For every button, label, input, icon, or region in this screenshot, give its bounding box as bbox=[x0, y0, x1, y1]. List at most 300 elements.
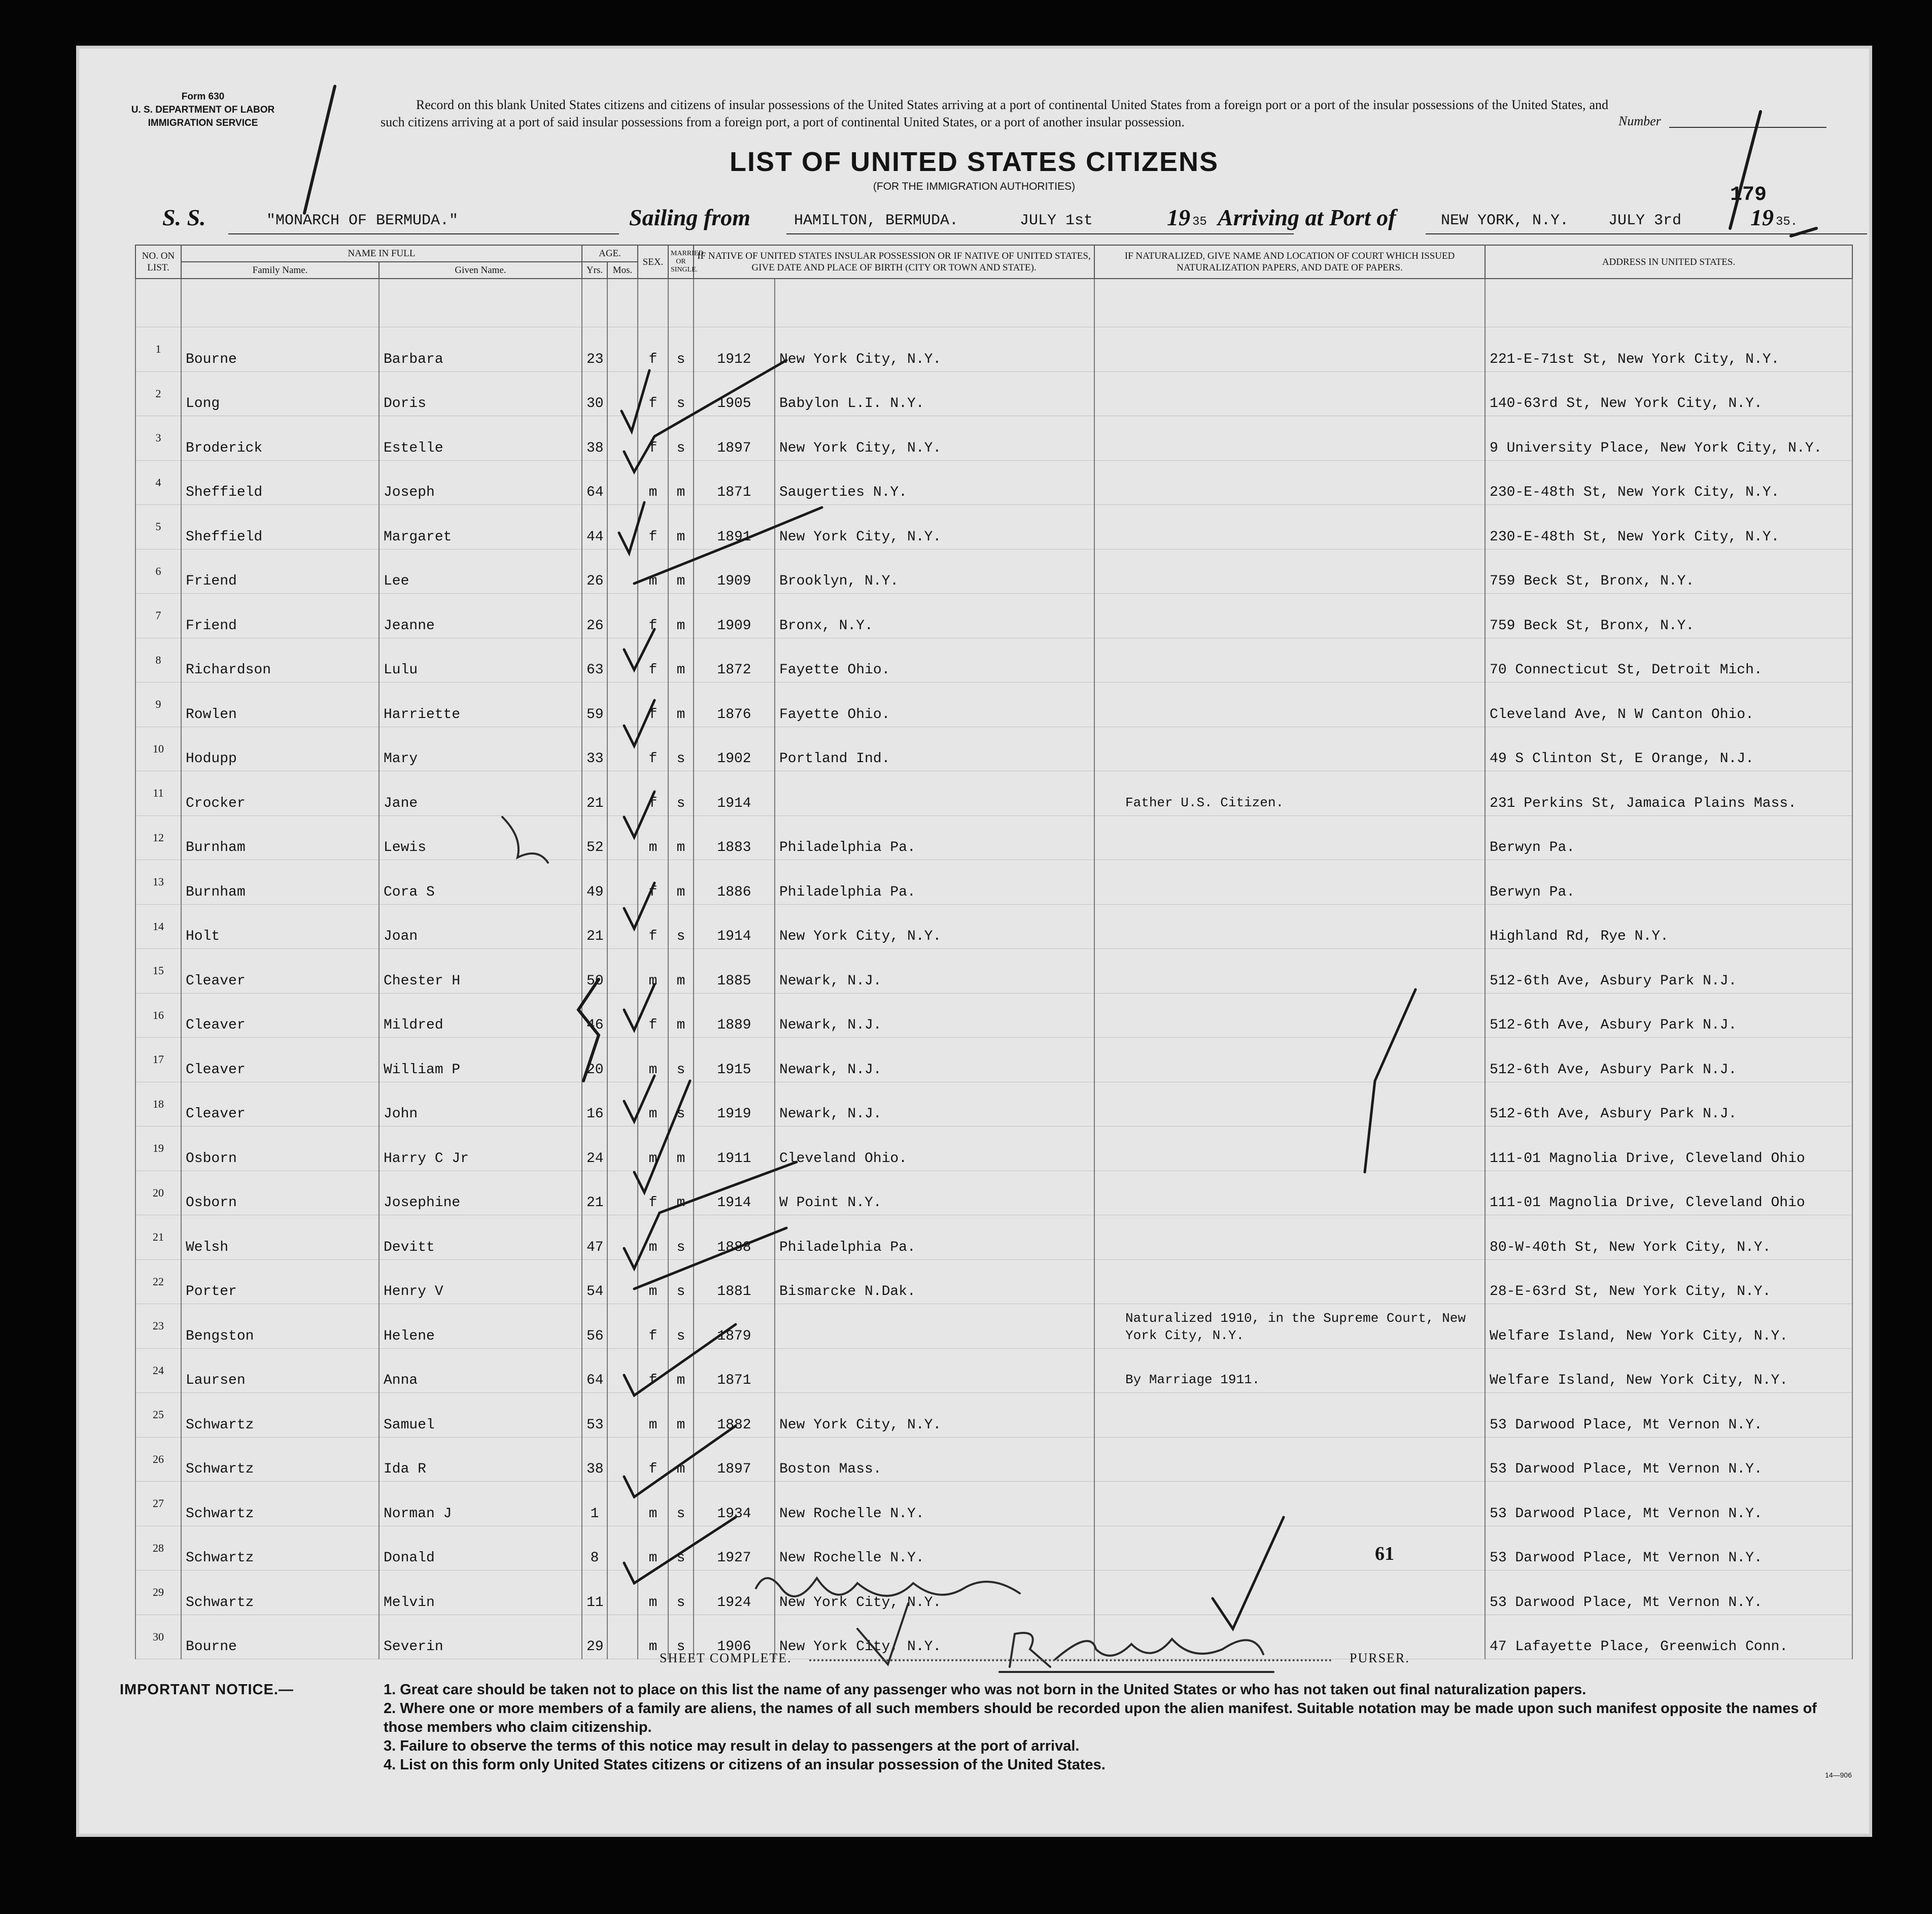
family-name: Burnham bbox=[181, 860, 379, 905]
given-name: Donald bbox=[379, 1526, 582, 1570]
col-header-mos: Mos. bbox=[607, 262, 638, 279]
family-name: Bengston bbox=[181, 1304, 379, 1349]
address: 70 Connecticut St, Detroit Mich. bbox=[1485, 638, 1852, 682]
row-number: 3 bbox=[135, 416, 181, 461]
marital-status: m bbox=[668, 860, 694, 905]
row-number: 22 bbox=[135, 1259, 181, 1304]
birth-place: Saugerties N.Y. bbox=[775, 460, 1094, 505]
tally-mark bbox=[1791, 228, 1816, 236]
row-number: 5 bbox=[135, 505, 181, 550]
birth-year: 1897 bbox=[694, 416, 775, 461]
sex: m bbox=[638, 1215, 668, 1260]
birth-year: 1934 bbox=[694, 1482, 775, 1526]
given-name: Estelle bbox=[379, 416, 582, 461]
row-number: 10 bbox=[135, 727, 181, 771]
given-name: Ida R bbox=[379, 1437, 582, 1482]
sex: f bbox=[638, 327, 668, 372]
given-name: Lulu bbox=[379, 638, 582, 682]
birth-year: 1881 bbox=[694, 1259, 775, 1304]
given-name: Henry V bbox=[379, 1259, 582, 1304]
sex: f bbox=[638, 1348, 668, 1393]
marital-status: m bbox=[668, 993, 694, 1038]
sheet-complete-label: SHEET COMPLETE. bbox=[660, 1651, 792, 1665]
address: 221-E-71st St, New York City, N.Y. bbox=[1485, 327, 1852, 372]
check-mark bbox=[624, 629, 654, 670]
row-number: 21 bbox=[135, 1215, 181, 1260]
notice-item: 4. List on this form only United States citizens or citizens of an insular possession of the United States. bbox=[384, 1757, 1106, 1773]
given-name: Mary bbox=[379, 727, 582, 771]
signature bbox=[502, 817, 1273, 1672]
birth-place: Philadelphia Pa. bbox=[775, 815, 1094, 860]
col-header-given-name: Given Name. bbox=[379, 262, 582, 279]
row-number: 23 bbox=[135, 1304, 181, 1349]
birth-year: 1871 bbox=[694, 1348, 775, 1393]
check-mark bbox=[624, 1324, 736, 1395]
age-years: 50 bbox=[582, 949, 607, 994]
col-header-age: AGE. bbox=[582, 245, 638, 262]
tally-mark bbox=[1730, 112, 1761, 228]
age-years: 30 bbox=[582, 371, 607, 416]
age-years: 11 bbox=[582, 1570, 607, 1615]
inspector-scrawl bbox=[857, 1603, 908, 1664]
given-name: Jane bbox=[379, 771, 582, 816]
row-number: 20 bbox=[135, 1171, 181, 1215]
row-number: 25 bbox=[135, 1393, 181, 1438]
tally-marks bbox=[304, 86, 1816, 1081]
birth-year: 1879 bbox=[694, 1304, 775, 1349]
marital-status: m bbox=[668, 1348, 694, 1393]
age-years: 16 bbox=[582, 1082, 607, 1126]
row-number: 9 bbox=[135, 682, 181, 727]
birth-place: Cleveland Ohio. bbox=[775, 1126, 1094, 1171]
age-years: 44 bbox=[582, 505, 607, 550]
address: 53 Darwood Place, Mt Vernon N.Y. bbox=[1485, 1393, 1852, 1438]
family-name: Richardson bbox=[181, 638, 379, 682]
birth-place: Portland Ind. bbox=[775, 727, 1094, 771]
given-name: Anna bbox=[379, 1348, 582, 1393]
row-number: 24 bbox=[135, 1348, 181, 1393]
birth-place: New Rochelle N.Y. bbox=[775, 1526, 1094, 1570]
check-marks bbox=[619, 360, 1416, 1629]
page-title: LIST OF UNITED STATES CITIZENS bbox=[730, 147, 1219, 177]
signature-stroke bbox=[1055, 1639, 1263, 1659]
marital-status: m bbox=[668, 594, 694, 638]
address: 512-6th Ave, Asbury Park N.J. bbox=[1485, 1038, 1852, 1082]
marital-status: s bbox=[668, 416, 694, 461]
address: 512-6th Ave, Asbury Park N.J. bbox=[1485, 993, 1852, 1038]
family-name: Porter bbox=[181, 1259, 379, 1304]
given-name: Lewis bbox=[379, 815, 582, 860]
given-name: Harriette bbox=[379, 682, 582, 727]
check-mark bbox=[624, 883, 654, 929]
age-years: 64 bbox=[582, 460, 607, 505]
col-header-yrs: Yrs. bbox=[582, 262, 607, 279]
given-name: Harry C Jr bbox=[379, 1126, 582, 1171]
marital-status: s bbox=[668, 1570, 694, 1615]
sex: f bbox=[638, 904, 668, 949]
notice-lead: IMPORTANT NOTICE.— bbox=[120, 1682, 294, 1698]
birth-place: Newark, N.J. bbox=[775, 949, 1094, 994]
handwritten-marks bbox=[76, 46, 1872, 1837]
given-name: Samuel bbox=[379, 1393, 582, 1438]
sex: m bbox=[638, 1615, 668, 1659]
address: 28-E-63rd St, New York City, N.Y. bbox=[1485, 1259, 1852, 1304]
row-number: 6 bbox=[135, 549, 181, 594]
birth-place: Brooklyn, N.Y. bbox=[775, 549, 1094, 594]
age-years: 1 bbox=[582, 1482, 607, 1526]
given-name: Barbara bbox=[379, 327, 582, 372]
sex: m bbox=[638, 1393, 668, 1438]
age-years: 24 bbox=[582, 1126, 607, 1171]
given-name: Helene bbox=[379, 1304, 582, 1349]
sex: m bbox=[638, 549, 668, 594]
marital-status: s bbox=[668, 1304, 694, 1349]
row-number: 2 bbox=[135, 371, 181, 416]
notice-item: 2. Where one or more members of a family are aliens, the names of all such members should be recorded upon the alien manifest. Suitable notation may be made upon such manifest opposite the names of those members who claim citizenship. bbox=[384, 1700, 1817, 1735]
age-years: 49 bbox=[582, 860, 607, 905]
number-label: Number bbox=[1618, 114, 1661, 128]
check-mark bbox=[1213, 1517, 1284, 1629]
row-number: 19 bbox=[135, 1126, 181, 1171]
family-name: Holt bbox=[181, 904, 379, 949]
check-mark bbox=[624, 1426, 736, 1497]
sailing-from: HAMILTON, BERMUDA. bbox=[794, 212, 959, 229]
sex: m bbox=[638, 1259, 668, 1304]
family-name: Schwartz bbox=[181, 1437, 379, 1482]
birth-place: Newark, N.J. bbox=[775, 1082, 1094, 1126]
birth-place: Fayette Ohio. bbox=[775, 682, 1094, 727]
check-mark bbox=[624, 700, 654, 746]
stamp-number: 179 bbox=[1730, 184, 1767, 207]
family-name: Schwartz bbox=[181, 1570, 379, 1615]
sex: f bbox=[638, 1171, 668, 1215]
sex: f bbox=[638, 860, 668, 905]
given-name: Melvin bbox=[379, 1570, 582, 1615]
address: 512-6th Ave, Asbury Park N.J. bbox=[1485, 1082, 1852, 1126]
sex: f bbox=[638, 771, 668, 816]
age-years: 38 bbox=[582, 416, 607, 461]
arrival-year-prefix: 19 bbox=[1750, 204, 1774, 230]
sex: f bbox=[638, 505, 668, 550]
sex: f bbox=[638, 1437, 668, 1482]
age-years: 52 bbox=[582, 815, 607, 860]
marital-status: m bbox=[668, 1171, 694, 1215]
address: 230-E-48th St, New York City, N.Y. bbox=[1485, 505, 1852, 550]
age-years: 56 bbox=[582, 1304, 607, 1349]
marital-status: m bbox=[668, 1437, 694, 1482]
page-count: 61 bbox=[1375, 1543, 1394, 1564]
birth-year: 1876 bbox=[694, 682, 775, 727]
signature-stroke bbox=[1010, 1633, 1050, 1667]
marital-status: m bbox=[668, 949, 694, 994]
marital-status: m bbox=[668, 682, 694, 727]
address: 512-6th Ave, Asbury Park N.J. bbox=[1485, 949, 1852, 994]
birth-year: 1909 bbox=[694, 549, 775, 594]
ship-name: "MONARCH OF BERMUDA." bbox=[266, 212, 459, 229]
birth-year: 1871 bbox=[694, 460, 775, 505]
sex: f bbox=[638, 416, 668, 461]
given-name: Chester H bbox=[379, 949, 582, 994]
address: Highland Rd, Rye N.Y. bbox=[1485, 904, 1852, 949]
birth-place: Newark, N.J. bbox=[775, 1038, 1094, 1082]
sex: f bbox=[638, 1304, 668, 1349]
naturalization: By Marriage 1911. bbox=[1094, 1348, 1485, 1393]
sex: m bbox=[638, 1482, 668, 1526]
birth-place: Bronx, N.Y. bbox=[775, 594, 1094, 638]
birth-year: 1906 bbox=[694, 1615, 775, 1659]
sex: f bbox=[638, 682, 668, 727]
row-number: 18 bbox=[135, 1082, 181, 1126]
sex: f bbox=[638, 638, 668, 682]
age-years: 21 bbox=[582, 904, 607, 949]
marital-status: s bbox=[668, 1259, 694, 1304]
address: 111-01 Magnolia Drive, Cleveland Ohio bbox=[1485, 1171, 1852, 1215]
bracket-mark bbox=[578, 979, 599, 1081]
age-years: 26 bbox=[582, 594, 607, 638]
given-name: Norman J bbox=[379, 1482, 582, 1526]
birth-year: 1888 bbox=[694, 1215, 775, 1260]
marital-status: s bbox=[668, 904, 694, 949]
given-name: Cora S bbox=[379, 860, 582, 905]
row-number: 28 bbox=[135, 1526, 181, 1570]
family-name: Schwartz bbox=[181, 1393, 379, 1438]
birth-place: New York City, N.Y. bbox=[775, 327, 1094, 372]
birth-year: 1927 bbox=[694, 1526, 775, 1570]
birth-year: 1915 bbox=[694, 1038, 775, 1082]
sex: f bbox=[638, 727, 668, 771]
naturalization: Father U.S. Citizen. bbox=[1094, 771, 1485, 816]
age-years: 47 bbox=[582, 1215, 607, 1260]
row-number: 1 bbox=[135, 327, 181, 372]
given-name: Mildred bbox=[379, 993, 582, 1038]
family-name: Welsh bbox=[181, 1215, 379, 1260]
marital-status: s bbox=[668, 1215, 694, 1260]
address: 53 Darwood Place, Mt Vernon N.Y. bbox=[1485, 1526, 1852, 1570]
address: Cleveland Ave, N W Canton Ohio. bbox=[1485, 682, 1852, 727]
col-header-family-name: Family Name. bbox=[181, 262, 379, 279]
purser-label: PURSER. bbox=[1350, 1651, 1410, 1665]
sailing-label: Sailing from bbox=[629, 204, 751, 230]
marital-status: m bbox=[668, 638, 694, 682]
given-name: Josephine bbox=[379, 1171, 582, 1215]
birth-year: 1872 bbox=[694, 638, 775, 682]
row-number: 15 bbox=[135, 949, 181, 994]
birth-year: 1919 bbox=[694, 1082, 775, 1126]
marital-status: m bbox=[668, 549, 694, 594]
arriving-label: Arriving at Port of bbox=[1218, 204, 1396, 230]
birth-place: New York City, N.Y. bbox=[775, 1393, 1094, 1438]
given-name: John bbox=[379, 1082, 582, 1126]
margin-scrawl bbox=[502, 817, 548, 863]
age-years: 38 bbox=[582, 1437, 607, 1482]
notice-item: 1. Great care should be taken not to place on this list the name of any passenger who was not born in the United States or who has not taken out final naturalization papers. bbox=[384, 1682, 1586, 1698]
marital-status: s bbox=[668, 1526, 694, 1570]
address: Berwyn Pa. bbox=[1485, 815, 1852, 860]
row-number: 8 bbox=[135, 638, 181, 682]
sex: m bbox=[638, 1126, 668, 1171]
col-header-name-in-full: NAME IN FULL bbox=[181, 245, 582, 262]
birth-place: Philadelphia Pa. bbox=[775, 860, 1094, 905]
birth-year: 1897 bbox=[694, 1437, 775, 1482]
family-name: Broderick bbox=[181, 416, 379, 461]
marital-status: s bbox=[668, 1038, 694, 1082]
manifest-sheet bbox=[76, 46, 1872, 1837]
age-years: 46 bbox=[582, 993, 607, 1038]
marital-status: s bbox=[668, 1082, 694, 1126]
birth-year: 1912 bbox=[694, 327, 775, 372]
marital-status: m bbox=[668, 460, 694, 505]
family-name: Cleaver bbox=[181, 993, 379, 1038]
address: 759 Beck St, Bronx, N.Y. bbox=[1485, 549, 1852, 594]
age-years: 21 bbox=[582, 1171, 607, 1215]
check-mark bbox=[1365, 989, 1416, 1172]
given-name: Devitt bbox=[379, 1215, 582, 1260]
sex: m bbox=[638, 1526, 668, 1570]
row-number: 7 bbox=[135, 594, 181, 638]
birth-place: New York City, N.Y. bbox=[775, 1570, 1094, 1615]
sex: m bbox=[638, 460, 668, 505]
family-name: Sheffield bbox=[181, 505, 379, 550]
birth-year: 1886 bbox=[694, 860, 775, 905]
row-number: 27 bbox=[135, 1482, 181, 1526]
sex: f bbox=[638, 594, 668, 638]
age-years: 64 bbox=[582, 1348, 607, 1393]
col-header-naturalized: IF NATURALIZED, GIVE NAME AND LOCATION OF COURT WHICH ISSUED NATURALIZATION PAPERS, AND DATE OF PAPERS. bbox=[1094, 245, 1485, 279]
birth-year: 1889 bbox=[694, 993, 775, 1038]
marital-status: s bbox=[668, 327, 694, 372]
arrival-year: 35. bbox=[1776, 215, 1798, 229]
age-years: 59 bbox=[582, 682, 607, 727]
family-name: Rowlen bbox=[181, 682, 379, 727]
address: 53 Darwood Place, Mt Vernon N.Y. bbox=[1485, 1482, 1852, 1526]
age-years: 20 bbox=[582, 1038, 607, 1082]
address: 49 S Clinton St, E Orange, N.J. bbox=[1485, 727, 1852, 771]
address: 231 Perkins St, Jamaica Plains Mass. bbox=[1485, 771, 1852, 816]
family-name: Cleaver bbox=[181, 1082, 379, 1126]
birth-place: New York City, N.Y. bbox=[775, 416, 1094, 461]
row-number: 13 bbox=[135, 860, 181, 905]
age-years: 26 bbox=[582, 549, 607, 594]
given-name: William P bbox=[379, 1038, 582, 1082]
given-name: Doris bbox=[379, 371, 582, 416]
birth-place: Bismarcke N.Dak. bbox=[775, 1259, 1094, 1304]
given-name: Joan bbox=[379, 904, 582, 949]
sex: m bbox=[638, 1082, 668, 1126]
inspector-scrawl bbox=[756, 1578, 1020, 1596]
row-number: 30 bbox=[135, 1615, 181, 1659]
check-mark bbox=[634, 507, 822, 584]
check-mark bbox=[624, 1076, 654, 1121]
family-name: Sheffield bbox=[181, 460, 379, 505]
arrival-port: NEW YORK, N.Y. bbox=[1441, 212, 1569, 229]
birth-place: Philadelphia Pa. bbox=[775, 1215, 1094, 1260]
sex: f bbox=[638, 993, 668, 1038]
address: 230-E-48th St, New York City, N.Y. bbox=[1485, 460, 1852, 505]
marital-status: s bbox=[668, 1615, 694, 1659]
birth-year: 1914 bbox=[694, 771, 775, 816]
age-years: 29 bbox=[582, 1615, 607, 1659]
family-name: Friend bbox=[181, 549, 379, 594]
form-number: Form 630 bbox=[181, 91, 225, 102]
given-name: Margaret bbox=[379, 505, 582, 550]
row-number: 4 bbox=[135, 460, 181, 505]
service-name: IMMIGRATION SERVICE bbox=[148, 118, 258, 128]
birth-place: New Rochelle N.Y. bbox=[775, 1482, 1094, 1526]
birth-year: 1883 bbox=[694, 815, 775, 860]
family-name: Laursen bbox=[181, 1348, 379, 1393]
col-header-no: NO. ON LIST. bbox=[135, 245, 181, 279]
row-number: 26 bbox=[135, 1437, 181, 1482]
age-years: 63 bbox=[582, 638, 607, 682]
age-years: 54 bbox=[582, 1259, 607, 1304]
birth-year: 1905 bbox=[694, 371, 775, 416]
sex: m bbox=[638, 1570, 668, 1615]
check-mark bbox=[634, 1081, 690, 1192]
family-name: Bourne bbox=[181, 1615, 379, 1659]
naturalization: Naturalized 1910, in the Supreme Court, New York City, N.Y. bbox=[1094, 1304, 1485, 1349]
birth-place: Boston Mass. bbox=[775, 1437, 1094, 1482]
marital-status: m bbox=[668, 1393, 694, 1438]
address: 80-W-40th St, New York City, N.Y. bbox=[1485, 1215, 1852, 1260]
age-years: 33 bbox=[582, 727, 607, 771]
age-years: 53 bbox=[582, 1393, 607, 1438]
address: 9 University Place, New York City, N.Y. bbox=[1485, 416, 1852, 461]
row-number: 11 bbox=[135, 771, 181, 816]
col-header-address: ADDRESS IN UNITED STATES. bbox=[1485, 245, 1852, 279]
birth-place: New York City, N.Y. bbox=[775, 904, 1094, 949]
marital-status: m bbox=[668, 505, 694, 550]
ss-label: S. S. bbox=[162, 204, 206, 230]
birth-place: Babylon L.I. N.Y. bbox=[775, 371, 1094, 416]
birth-year: 1885 bbox=[694, 949, 775, 994]
family-name: Cleaver bbox=[181, 949, 379, 994]
birth-year: 1914 bbox=[694, 1171, 775, 1215]
row-number: 29 bbox=[135, 1570, 181, 1615]
birth-year: 1911 bbox=[694, 1126, 775, 1171]
marital-status: m bbox=[668, 1126, 694, 1171]
birth-year: 1882 bbox=[694, 1393, 775, 1438]
col-header-birth: IF NATIVE OF UNITED STATES INSULAR POSSESSION OR IF NATIVE OF UNITED STATES, GIVE DATE AND PLACE OF BIRTH (CITY OR TOWN AND STATE). bbox=[694, 245, 1094, 279]
age-years: 23 bbox=[582, 327, 607, 372]
arrival-date: JULY 3rd bbox=[1608, 212, 1682, 229]
address: 140-63rd St, New York City, N.Y. bbox=[1485, 371, 1852, 416]
notice-item: 3. Failure to observe the terms of this notice may result in delay to passengers at the port of arrival. bbox=[384, 1738, 1080, 1754]
birth-place: Fayette Ohio. bbox=[775, 638, 1094, 682]
address: Berwyn Pa. bbox=[1485, 860, 1852, 905]
family-name: Bourne bbox=[181, 327, 379, 372]
address: 111-01 Magnolia Drive, Cleveland Ohio bbox=[1485, 1126, 1852, 1171]
sailing-year-prefix: 19 bbox=[1167, 204, 1190, 230]
address: Welfare Island, New York City, N.Y. bbox=[1485, 1304, 1852, 1349]
sex: f bbox=[638, 371, 668, 416]
address: 759 Beck St, Bronx, N.Y. bbox=[1485, 594, 1852, 638]
family-name: Burnham bbox=[181, 815, 379, 860]
family-name: Long bbox=[181, 371, 379, 416]
row-number: 12 bbox=[135, 815, 181, 860]
sex: m bbox=[638, 815, 668, 860]
row-number: 14 bbox=[135, 904, 181, 949]
age-years: 21 bbox=[582, 771, 607, 816]
notice-list bbox=[384, 1681, 1845, 1774]
page-subtitle: (FOR THE IMMIGRATION AUTHORITIES) bbox=[873, 181, 1076, 192]
check-mark bbox=[622, 370, 649, 431]
check-mark bbox=[619, 502, 644, 553]
check-mark bbox=[624, 792, 654, 837]
col-header-sex: SEX. bbox=[638, 245, 668, 279]
marital-status: s bbox=[668, 771, 694, 816]
row-number: 16 bbox=[135, 993, 181, 1038]
tally-mark bbox=[304, 86, 335, 213]
